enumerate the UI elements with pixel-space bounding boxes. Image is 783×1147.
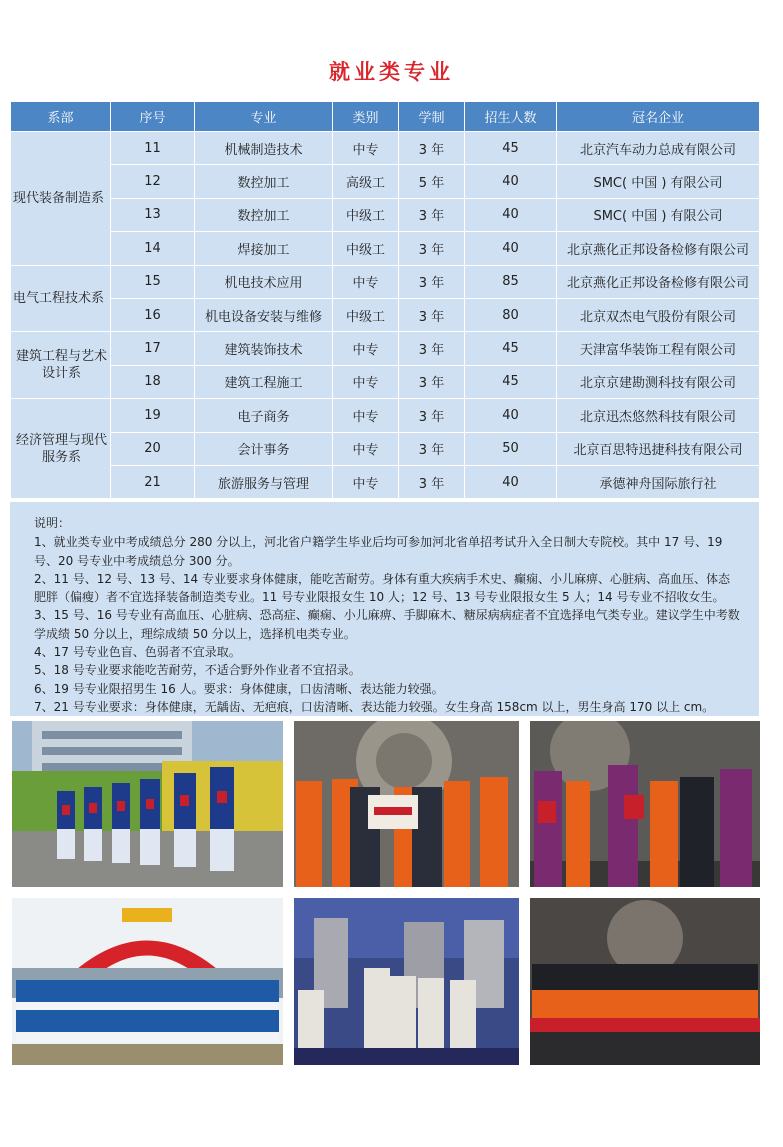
cell-type: 中专 — [333, 399, 399, 432]
cell-type: 中级工 — [333, 298, 399, 331]
photo-stage-ceremony-group — [530, 898, 760, 1065]
dept-cell: 经济管理与现代服务系 — [11, 399, 111, 499]
dept-cell: 建筑工程与艺术设计系 — [11, 332, 111, 399]
cell-no: 20 — [111, 432, 195, 465]
cell-no: 16 — [111, 298, 195, 331]
col-header-major: 专业 — [195, 102, 333, 132]
cell-company: 天津富华装饰工程有限公司 — [557, 332, 760, 365]
cell-major: 电子商务 — [195, 399, 333, 432]
col-header-type: 类别 — [333, 102, 399, 132]
note-item: 6、19 号专业限招男生 16 人。要求：身体健康，口齿清晰、表达能力较强。 — [34, 681, 444, 696]
cell-company: 北京燕化正邦设备检修有限公司 — [557, 232, 760, 265]
note-item: 4、17 号专业色盲、色弱者不宜录取。 — [34, 645, 241, 660]
cell-no: 19 — [111, 399, 195, 432]
photo-award-ceremony-orange — [294, 721, 519, 887]
cell-major: 机电技术应用 — [195, 265, 333, 298]
cell-count: 80 — [465, 298, 557, 331]
dept-cell: 电气工程技术系 — [11, 265, 111, 332]
table-row — [11, 165, 760, 198]
cell-no: 15 — [111, 265, 195, 298]
dept-cell: 现代装备制造系 — [11, 132, 111, 266]
cell-count: 45 — [465, 332, 557, 365]
cell-count: 40 — [465, 165, 557, 198]
notes-heading: 说明： — [34, 516, 71, 530]
majors-table — [10, 101, 760, 499]
cell-company: SMC( 中国 ) 有限公司 — [557, 165, 760, 198]
table-row — [11, 265, 760, 298]
cell-company: 北京双杰电气股份有限公司 — [557, 298, 760, 331]
note-item: 3、15 号、16 号专业有高血压、心脏病、恐高症、癫痫、小儿麻痹、手脚麻木、糖尿病病症者不宜选择电气类专业。建议学生中考数学成绩 50 分以上，理综成绩 50 分以上，选择机电类专业。 — [34, 608, 740, 641]
cell-count: 45 — [465, 132, 557, 165]
cell-major: 数控加工 — [195, 165, 333, 198]
cell-type: 中级工 — [333, 198, 399, 231]
col-header-no: 序号 — [111, 102, 195, 132]
col-header-company: 冠名企业 — [557, 102, 760, 132]
cell-company: SMC( 中国 ) 有限公司 — [557, 198, 760, 231]
cell-count: 40 — [465, 198, 557, 231]
cell-major: 机械制造技术 — [195, 132, 333, 165]
cell-company: 北京汽车动力总成有限公司 — [557, 132, 760, 165]
note-item: 5、18 号专业要求能吃苦耐劳，不适合野外作业者不宜招录。 — [34, 663, 361, 678]
cell-no: 12 — [111, 165, 195, 198]
cell-no: 14 — [111, 232, 195, 265]
cell-type: 中专 — [333, 432, 399, 465]
cell-type: 中专 — [333, 132, 399, 165]
cell-no: 18 — [111, 365, 195, 398]
note-item: 1、就业类专业中考成绩总分 280 分以上，河北省户籍学生毕业后均可参加河北省单招考试升入全日制大专院校。其中 17 号、19 号、20 号专业中考成绩总分 300 分。 — [34, 535, 723, 568]
cell-major: 机电设备安装与维修 — [195, 298, 333, 331]
table-row — [11, 298, 760, 331]
note-item: 7、21 号专业要求：身体健康，无龋齿、无疤痕，口齿清晰、表达能力较强。女生身高 158cm 以上，男生身高 170 以上 cm。 — [34, 699, 715, 714]
cell-type: 中级工 — [333, 232, 399, 265]
cell-major: 旅游服务与管理 — [195, 465, 333, 498]
cell-count: 40 — [465, 465, 557, 498]
cell-company: 北京燕化正邦设备检修有限公司 — [557, 265, 760, 298]
cell-count: 45 — [465, 365, 557, 398]
cell-no: 11 — [111, 132, 195, 165]
cell-company: 北京迅杰悠然科技有限公司 — [557, 399, 760, 432]
cell-company: 承德神舟国际旅行社 — [557, 465, 760, 498]
cell-years: 3 年 — [399, 432, 465, 465]
table-row — [11, 365, 760, 398]
cell-major: 建筑工程施工 — [195, 365, 333, 398]
cell-years: 3 年 — [399, 399, 465, 432]
cell-count: 40 — [465, 399, 557, 432]
cell-major: 会计事务 — [195, 432, 333, 465]
cell-years: 3 年 — [399, 365, 465, 398]
col-header-count: 招生人数 — [465, 102, 557, 132]
cell-years: 3 年 — [399, 298, 465, 331]
col-header-years: 学制 — [399, 102, 465, 132]
photo-group-inflatable-arch — [12, 898, 283, 1065]
cell-years: 5 年 — [399, 165, 465, 198]
cell-no: 13 — [111, 198, 195, 231]
cell-years: 3 年 — [399, 332, 465, 365]
table-header-row — [11, 102, 760, 132]
table-row — [11, 432, 760, 465]
photo-uniformed-students-outdoor — [12, 721, 283, 887]
col-header-dept: 系部 — [11, 102, 111, 132]
cell-type: 中专 — [333, 465, 399, 498]
table-row — [11, 332, 760, 365]
cell-company: 北京百思特迅捷科技有限公司 — [557, 432, 760, 465]
cell-years: 3 年 — [399, 232, 465, 265]
cell-years: 3 年 — [399, 465, 465, 498]
cell-years: 3 年 — [399, 265, 465, 298]
cell-type: 中专 — [333, 265, 399, 298]
cell-years: 3 年 — [399, 198, 465, 231]
cell-type: 高级工 — [333, 165, 399, 198]
cell-years: 3 年 — [399, 132, 465, 165]
table-row — [11, 132, 760, 165]
cell-no: 17 — [111, 332, 195, 365]
photo-hostesses-stage — [530, 721, 760, 887]
table-row — [11, 232, 760, 265]
table-row — [11, 198, 760, 231]
cell-major: 焊接加工 — [195, 232, 333, 265]
cell-count: 85 — [465, 265, 557, 298]
cell-major: 建筑装饰技术 — [195, 332, 333, 365]
notes-box — [10, 502, 759, 716]
photo-workshop-competition — [294, 898, 519, 1065]
cell-count: 50 — [465, 432, 557, 465]
cell-company: 北京京建勘测科技有限公司 — [557, 365, 760, 398]
cell-major: 数控加工 — [195, 198, 333, 231]
cell-type: 中专 — [333, 365, 399, 398]
cell-count: 40 — [465, 232, 557, 265]
cell-no: 21 — [111, 465, 195, 498]
page-title: 就业类专业 — [329, 60, 454, 84]
note-item: 2、11 号、12 号、13 号、14 专业要求身体健康，能吃苦耐劳。身体有重大疾病手术史、癫痫、小儿麻痹、心脏病、高血压、体态肥胖（偏瘦）者不宜选择装备制造类专业。11 号专业限报女生 10 人；12 号、13 号专业限报女生 5 人；14 号专业不招收女生。 — [34, 571, 730, 605]
table-row — [11, 465, 760, 498]
cell-type: 中专 — [333, 332, 399, 365]
table-row — [11, 399, 760, 432]
